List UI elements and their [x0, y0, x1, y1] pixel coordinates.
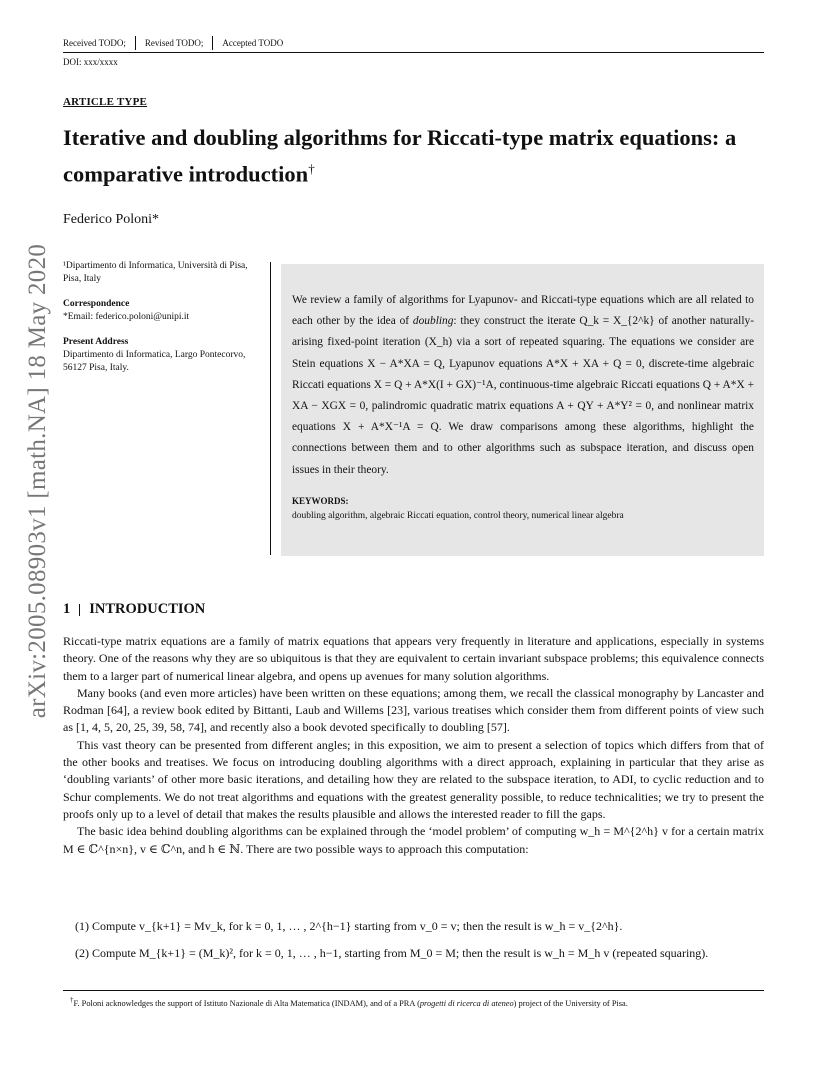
- footnote-part-1: F. Poloni acknowledges the support of Istituto Nazionale di Alta Matematica (INDAM), and of a PRA (: [73, 998, 420, 1008]
- present-address-label: Present Address: [63, 337, 129, 347]
- section-heading: [63, 601, 205, 618]
- accepted-date: Accepted TODO: [222, 38, 284, 48]
- paragraph: The basic idea behind doubling algorithms can be explained through the ‘model problem’ of computing w_h = M^{2^h} v for a certain matrix M ∈ ℂ^{n×n}, v ∈ ℂ^n, and h ∈ ℕ. There are two possible ways to approach this computation:: [63, 824, 764, 856]
- abstract-emphasis: doubling: [412, 315, 454, 328]
- keywords: doubling algorithm, algebraic Riccati equation, control theory, numerical linear algebra: [292, 510, 624, 521]
- footnote-part-2: ) project of the University of Pisa.: [513, 998, 628, 1008]
- section-number: 1: [63, 601, 71, 617]
- section-separator: [79, 604, 80, 616]
- footnote: [70, 996, 628, 1008]
- paragraph: This vast theory can be presented from different angles; in this exposition, we aim to present a selection of topics which differs from that of the other books and treatises. We focus on introducing doubling algorithms with a direct approach, explaining in particular that they arise as ‘doubling variants’ of other more basic iterations, and detailing how they are related to the subspace iteration, to ADI, to cyclic reduction and to Schur complements. We do not treat algorithms and equations with the greatest generality possible, to reduce technicalities; we try to present the proofs only up to a level of detail that makes the results plausible and allows the interested reader to fill the gaps.: [63, 737, 764, 821]
- arxiv-stamp: arXiv:2005.08903v1 [math.NA] 18 May 2020: [24, 243, 51, 719]
- body-text: [63, 633, 764, 858]
- abstract-part-1: We review a family of algorithms for Lyapunov- and Riccati-type equations which are all related to each other by the idea of: [292, 294, 754, 328]
- abstract-box: [281, 264, 764, 556]
- author: Federico Poloni*: [63, 212, 160, 227]
- footnote-rule: [63, 990, 764, 991]
- footnote-emphasis: progetti di ricerca di ateneo: [419, 998, 514, 1008]
- author-info: [63, 260, 263, 375]
- correspondence-label: Correspondence: [63, 299, 130, 309]
- journal-header: [63, 36, 292, 50]
- paper-title: [63, 122, 763, 190]
- revised-date: Revised TODO;: [144, 38, 204, 48]
- title-footnote-mark: †: [308, 161, 315, 176]
- present-address: Dipartimento di Informatica, Largo Pontecorvo, 56127 Pisa, Italy.: [63, 350, 246, 373]
- header-rule: [63, 52, 764, 53]
- numbered-list: [75, 918, 765, 962]
- article-type: ARTICLE TYPE: [63, 96, 148, 108]
- correspondence-email: *Email: federico.poloni@unipi.it: [63, 312, 190, 322]
- abstract-part-2: : they construct the iterate Q_k = X_{2^k} of another naturally-arising fixed-point iteration (X_h) via a sort of repeated squaring. The equations we consider are Stein equations X − A*XA = Q, Lyapunov equations A*X + XA + Q = 0, discrete-time algebraic Riccati equations X = Q + A*X(I + GX)⁻¹A, continuous-time algebraic Riccati equations Q + A*X + XA − XGX = 0, palindromic quadratic matrix equations A + QY + A*Y² = 0, and nonlinear matrix equations X + A*X⁻¹A = Q. We draw comparisons among these algorithms, highlight the connections between them and to other algorithms such as subspace iteration, and discuss open issues in their theory.: [292, 315, 754, 476]
- section-title: INTRODUCTION: [89, 601, 206, 617]
- abstract-text: [292, 290, 754, 481]
- paragraph: Riccati-type matrix equations are a family of matrix equations that appears very frequently in literature and applications, especially in systems theory. One of the reasons why they are so ubiquitous is that they are equivalent to certain invariant subspace problems; this equivalence connects them to a larger part of numerical linear algebra, and opens up avenues for many solution algorithms.: [63, 634, 764, 683]
- footnote-mark: †: [70, 996, 74, 1004]
- doi: DOI: xxx/xxxx: [63, 57, 118, 67]
- keywords-label: KEYWORDS:: [292, 495, 349, 506]
- received-date: Received TODO;: [63, 38, 126, 48]
- column-divider: [270, 262, 271, 555]
- paper-title-text: Iterative and doubling algorithms for Riccati-type matrix equations: a comparative introduction: [63, 125, 737, 187]
- affiliation: ¹Dipartimento di Informatica, Università di Pisa, Pisa, Italy: [63, 261, 248, 284]
- list-item: (2) Compute M_{k+1} = (M_k)², for k = 0, 1, … , h−1, starting from M_0 = M; then the result is w_h = M_h v (repeated squaring).: [75, 946, 709, 960]
- list-item: (1) Compute v_{k+1} = Mv_k, for k = 0, 1, … , 2^{h−1} starting from v_0 = v; then the result is w_h = v_{2^h}.: [75, 919, 623, 933]
- paragraph: Many books (and even more articles) have been written on these equations; among them, we recall the classical monography by Lancaster and Rodman [64], a review book edited by Bittanti, Laub and Willems [23], various treatises which consider them from different points of view such as [1, 4, 5, 20, 25, 39, 58, 74], and recently also a book devoted specifically to doubling [57].: [63, 685, 764, 735]
